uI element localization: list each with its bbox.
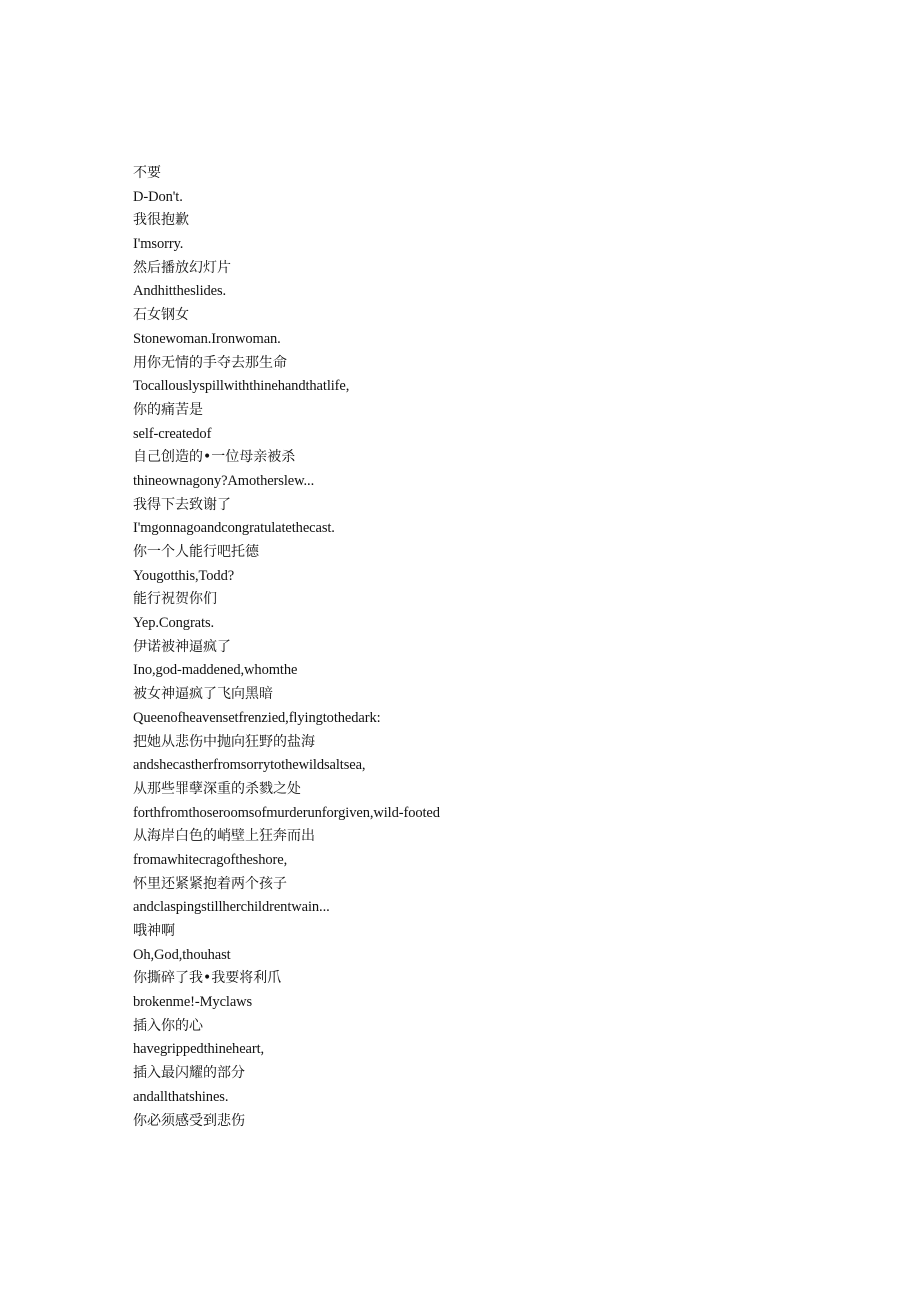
transcript-line-zh: 你必须感受到悲伤 bbox=[133, 1112, 245, 1129]
transcript-line-en: I'msorry. bbox=[133, 236, 184, 253]
transcript-line-zh: 然后播放幻灯片 bbox=[133, 259, 231, 276]
transcript-line-en: havegrippedthineheart, bbox=[133, 1041, 265, 1058]
transcript-line-en: fromawhitecragoftheshore, bbox=[133, 851, 288, 868]
transcript-line-zh: 从海岸白色的峭壁上狂奔而出 bbox=[133, 828, 315, 845]
transcript-line-zh: 哦神啊 bbox=[133, 923, 175, 939]
transcript-line-en: thineownagony?Amotherslew... bbox=[133, 472, 315, 489]
transcript-line-en: Ino,god-maddened,whomthe bbox=[133, 662, 298, 679]
transcript-line-en: brokenme!-Myclaws bbox=[133, 994, 253, 1011]
transcript-line-zh: 插入你的心 bbox=[133, 1017, 203, 1034]
transcript-line-zh: 被女神逼疯了飞向黑暗 bbox=[133, 686, 273, 703]
transcript-line-zh: 你的痛苦是 bbox=[133, 401, 203, 418]
transcript-line-en: I'mgonnagoandcongratulatethecast. bbox=[133, 520, 335, 537]
transcript-line-en: D-Don't. bbox=[133, 188, 183, 205]
transcript-line-en: forthfromthoseroomsofmurderunforgiven,wild-footed bbox=[133, 804, 440, 821]
transcript-line-en: Yep.Congrats. bbox=[133, 615, 215, 632]
transcript-line-zh: 不要 bbox=[133, 165, 161, 181]
transcript-line-zh: 石女钢女 bbox=[133, 307, 189, 324]
transcript-line-en: Tocallouslyspillwiththinehandthatlife, bbox=[133, 378, 350, 395]
transcript-line-en: Yougotthis,Todd? bbox=[133, 567, 235, 584]
transcript-line-zh: 用你无情的手夺去那生命 bbox=[133, 354, 287, 371]
transcript-line-en: Stonewoman.Ironwoman. bbox=[133, 330, 281, 347]
transcript-line-zh: 怀里还紧紧抱着两个孩子 bbox=[133, 875, 287, 892]
transcript-line-zh: 伊诺被神逼疯了 bbox=[133, 638, 231, 655]
subtitle-transcript bbox=[133, 162, 853, 1133]
transcript-line-zh: 我很抱歉 bbox=[133, 212, 189, 229]
transcript-line-zh: 你撕碎了我•我要将利爪 bbox=[133, 970, 282, 987]
transcript-line-en: andallthatshines. bbox=[133, 1088, 229, 1105]
transcript-line-en: self-createdof bbox=[133, 425, 212, 442]
transcript-line-zh: 自己创造的•一位母亲被杀 bbox=[133, 449, 296, 466]
transcript-line-en: Queenofheavensetfrenzied,flyingtothedark: bbox=[133, 709, 381, 726]
transcript-line-zh: 插入最闪耀的部分 bbox=[133, 1065, 245, 1082]
transcript-line-en: andshecastherfromsorrytothewildsaltsea, bbox=[133, 757, 366, 774]
transcript-line-zh: 我得下去致谢了 bbox=[133, 496, 231, 513]
transcript-line-en: Oh,God,thouhast bbox=[133, 946, 231, 963]
transcript-line-zh: 你一个人能行吧托德 bbox=[133, 544, 259, 560]
transcript-line-en: Andhittheslides. bbox=[133, 283, 227, 300]
transcript-line-zh: 把她从悲伤中抛向狂野的盐海 bbox=[133, 733, 315, 750]
transcript-line-zh: 能行祝贺你们 bbox=[133, 591, 217, 608]
transcript-line-en: andclaspingstillherchildrentwain... bbox=[133, 899, 330, 916]
transcript-line-zh: 从那些罪孽深重的杀戮之处 bbox=[133, 780, 301, 797]
